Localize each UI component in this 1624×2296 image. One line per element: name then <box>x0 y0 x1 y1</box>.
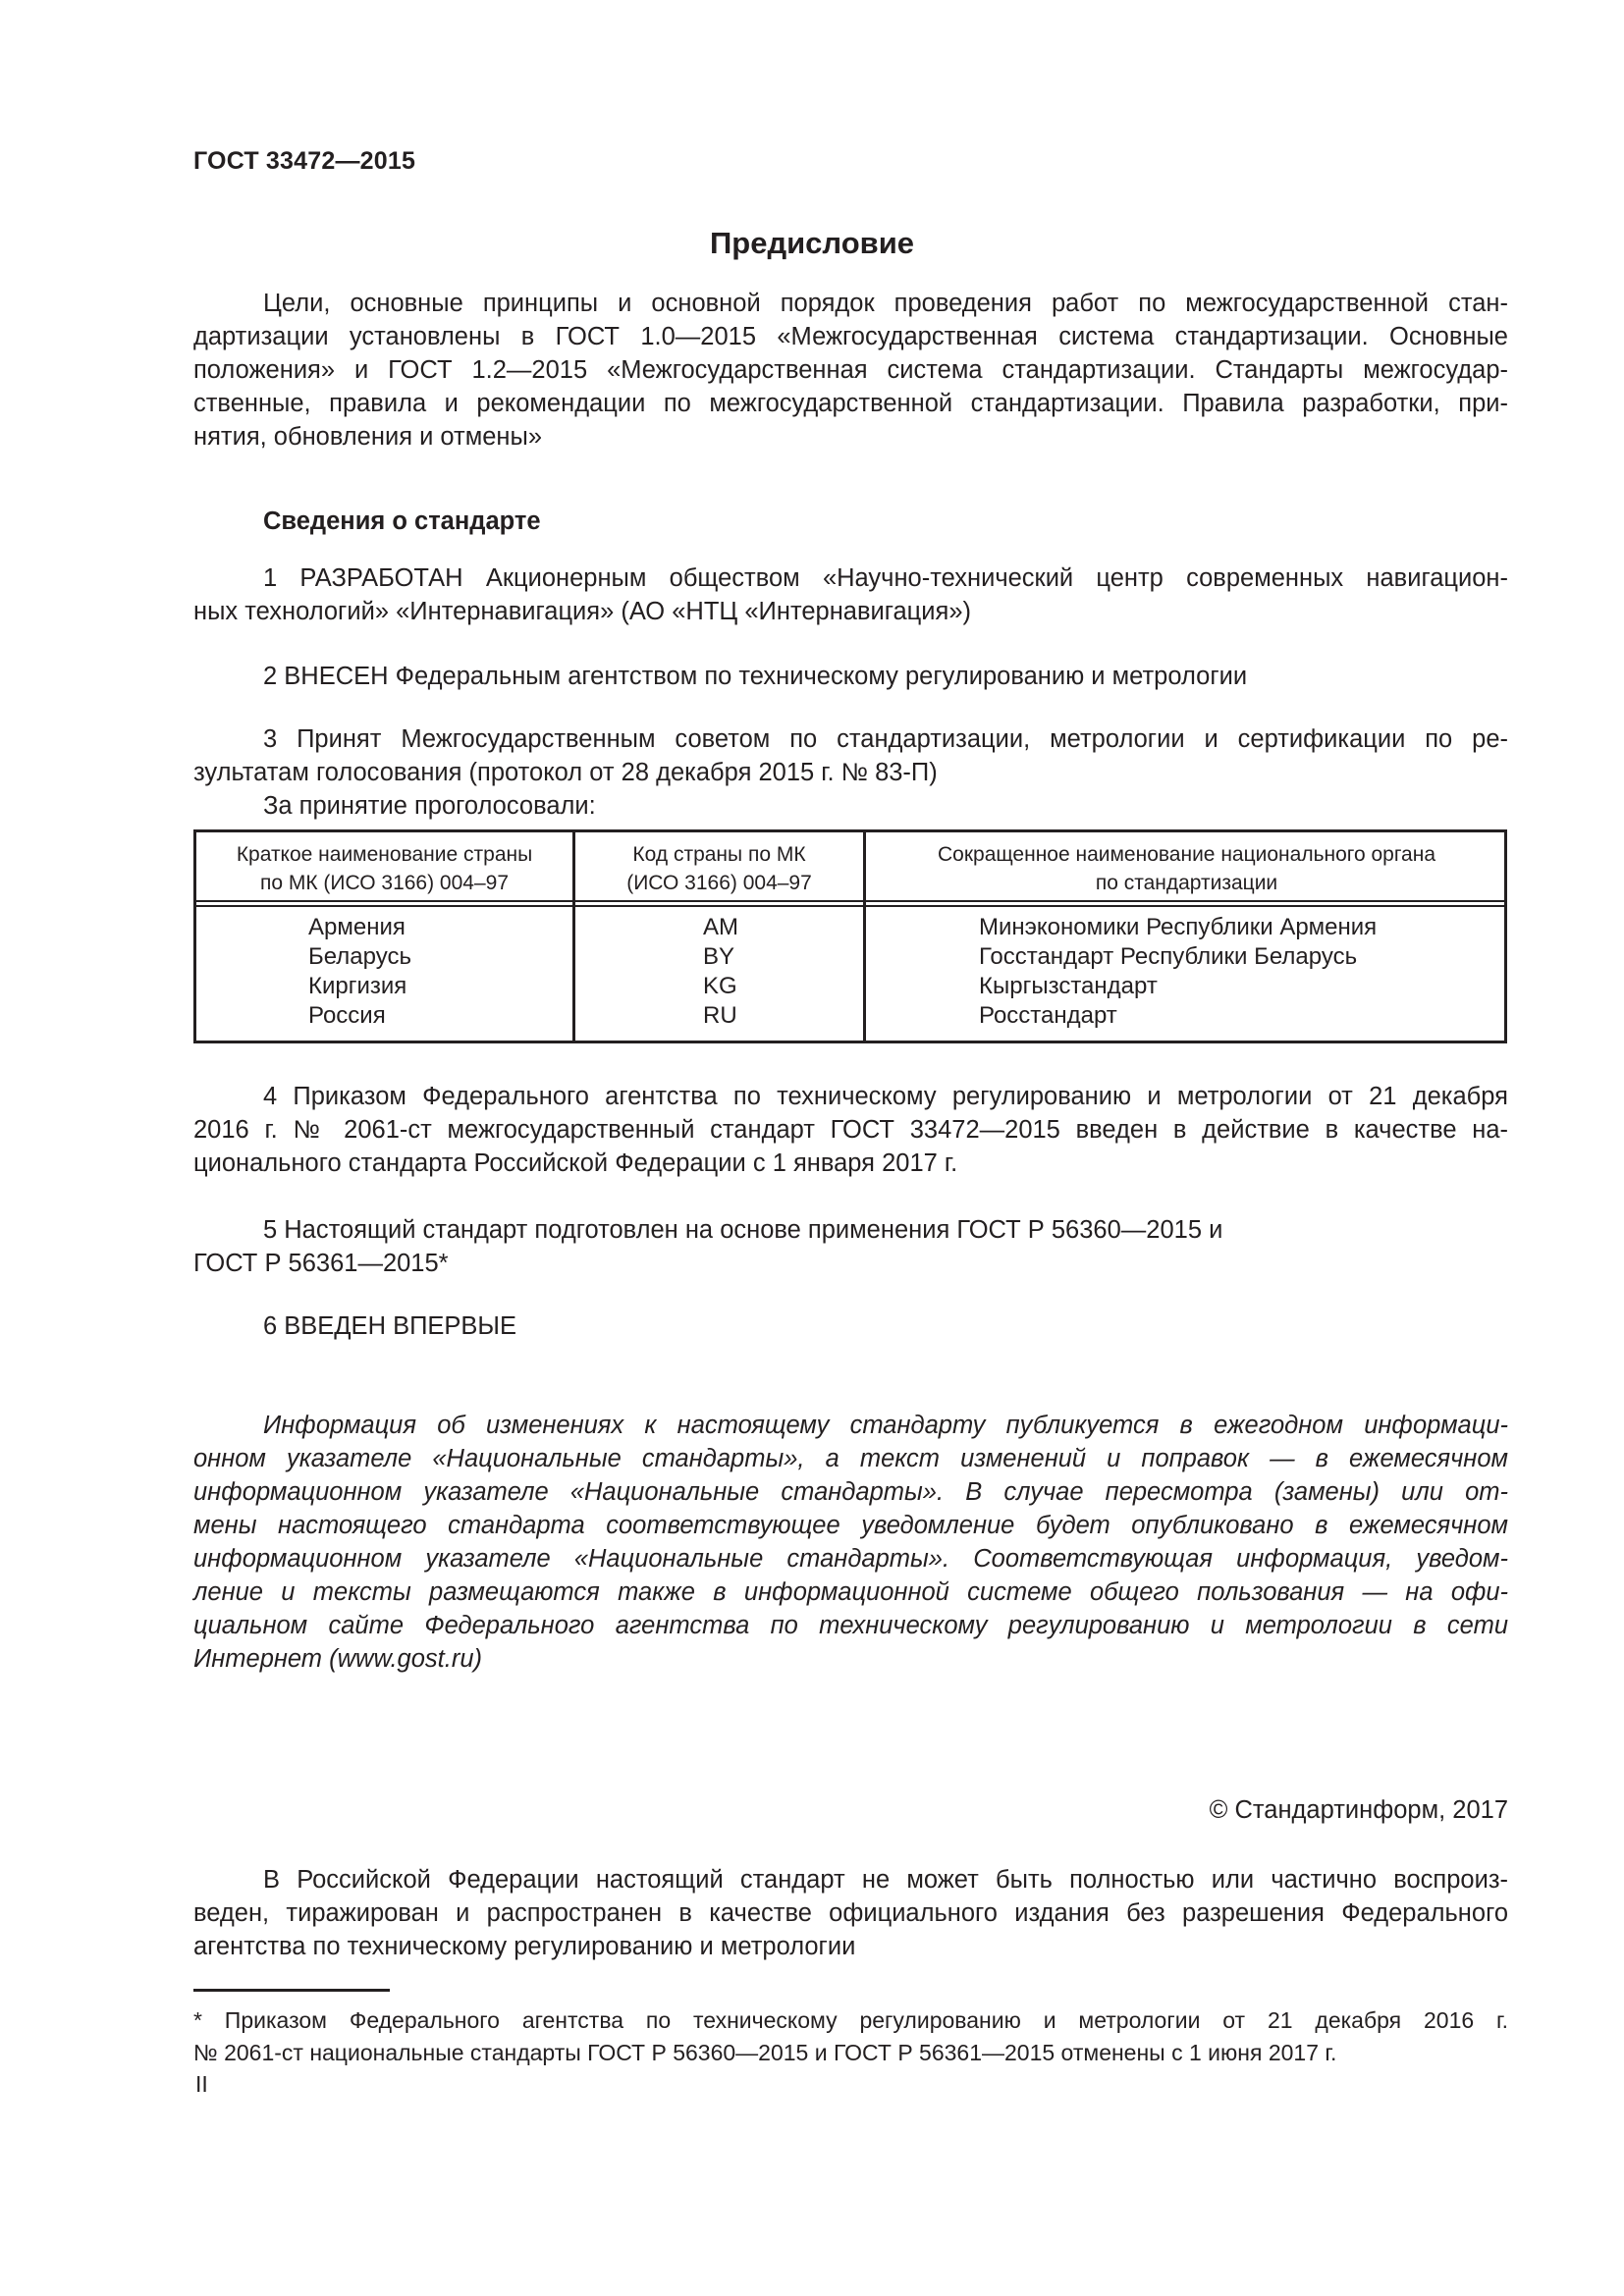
table-header-code: Код страны по МК (ИСО 3166) 004–97 <box>626 843 812 894</box>
text-line: 1 РАЗРАБОТАН Акционерным обществом «Научно-технический центр современных навигацион- <box>263 564 1508 592</box>
text-line: В Российской Федерации настоящий стандарт не может быть полностью или частично воспроиз- <box>263 1866 1508 1894</box>
voted-label: За принятие проголосовали: <box>263 792 596 820</box>
text-line: ление и тексты размещаются также в информационной системе общего пользования — на офи- <box>193 1578 1508 1606</box>
text-line: циальном сайте Федерального агентства по техническому регулированию и метрологии в сети <box>193 1612 1508 1639</box>
document-id: ГОСТ 33472—2015 <box>193 147 416 175</box>
reproduction-notice <box>193 1863 1508 1963</box>
text-line: Цели, основные принципы и основной порядок проведения работ по межгосударственной стан- <box>263 290 1508 317</box>
text-line: дартизации установлены в ГОСТ 1.0—2015 «Межгосударственная система стандартизации. Основные <box>193 323 1508 350</box>
text-line: ционального стандарта Российской Федерации с 1 января 2017 г. <box>193 1149 958 1177</box>
standard-info-heading: Сведения о стандарте <box>263 507 541 535</box>
copyright-notice: © Стандартинформ, 2017 <box>1209 1796 1508 1824</box>
text-line: Интернет (www.gost.ru) <box>193 1645 482 1673</box>
table-cell: KG <box>703 973 737 999</box>
text-line: ГОСТ Р 56361—2015* <box>193 1250 449 1277</box>
item-developed <box>193 561 1508 628</box>
table-column-body <box>979 913 1377 1031</box>
preface-paragraph <box>193 287 1508 454</box>
table-cell: AM <box>703 914 738 940</box>
text-line: 2 ВНЕСЕН Федеральным агентством по техническому регулированию и метрологии <box>263 663 1248 690</box>
item-introduced <box>193 1309 1508 1343</box>
table-cell: Беларусь <box>308 943 411 970</box>
text-line: зультатам голосования (протокол от 28 декабря 2015 г. № 83-П) <box>193 759 938 786</box>
text-line: информационном указателе «Национальные стандарты». Соответствующая информация, уведом- <box>193 1545 1508 1573</box>
text-line: ственные, правила и рекомендации по межгосударственной стандартизации. Правила разработки, при- <box>193 390 1508 417</box>
text-line: 4 Приказом Федерального агентства по техническому регулированию и метрологии от 21 декабря <box>263 1083 1508 1110</box>
changes-info-paragraph <box>193 1409 1508 1676</box>
table-cell: Армения <box>308 914 406 940</box>
table-cell: Росстандарт <box>979 1002 1117 1029</box>
header-divider <box>196 900 1504 902</box>
text-line: мены настоящего стандарта соответствующее уведомление будет опубликовано в ежемесячном <box>193 1512 1508 1539</box>
table-header-country: Краткое наименование страны по МК (ИСО 3166) 004–97 <box>236 843 533 894</box>
text-line: 3 Принят Межгосударственным советом по стандартизации, метрологии и сертификации по ре- <box>263 725 1508 753</box>
table-column-country <box>308 913 411 1031</box>
item-enacted <box>193 1080 1508 1180</box>
text-line: информационном указателе «Национальные стандарты». В случае пересмотра (замены) или от- <box>193 1478 1508 1506</box>
text-line: * Приказом Федерального агентства по техническому регулированию и метрологии от 21 декабря 2016 г. <box>193 2007 1508 2033</box>
text-line: Информация об изменениях к настоящему стандарту публикуется в ежегодном информаци- <box>263 1412 1508 1439</box>
text-line: № 2061-ст национальные стандарты ГОСТ Р 56360—2015 и ГОСТ Р 56361—2015 отменены с 1 июня 2017 г. <box>193 2040 1337 2065</box>
text-line: 5 Настоящий стандарт подготовлен на основе применения ГОСТ Р 56360—2015 и <box>263 1216 1223 1244</box>
page-number: II <box>195 2071 208 2097</box>
text-line: онном указателе «Национальные стандарты», а текст изменений и поправок — в ежемесячном <box>193 1445 1508 1472</box>
table-cell: Госстандарт Республики Беларусь <box>979 943 1358 970</box>
text-line: веден, тиражирован и распространен в качестве официального издания без разрешения Федерального <box>193 1899 1508 1927</box>
text-line: ных технологий» «Интернавигация» (АО «НТЦ «Интернавигация») <box>193 598 972 625</box>
table-cell: Киргизия <box>308 973 407 999</box>
text-line: агентства по техническому регулированию и метрологии <box>193 1933 856 1960</box>
text-line: 6 ВВЕДЕН ВПЕРВЫЕ <box>263 1312 517 1340</box>
table-cell: Кыргызстандарт <box>979 973 1158 999</box>
text-line: положения» и ГОСТ 1.2—2015 «Межгосударственная система стандартизации. Стандарты межгосудар- <box>193 356 1508 384</box>
footnote <box>193 2004 1508 2069</box>
table-cell: BY <box>703 943 735 970</box>
text-line: 2016 г. № 2061-ст межгосударственный стандарт ГОСТ 33472—2015 введен в действие в качестве на- <box>193 1116 1508 1144</box>
text-line: нятия, обновления и отмены» <box>193 423 543 451</box>
table-cell: RU <box>703 1002 737 1029</box>
table-column-code <box>703 913 738 1031</box>
table-header-body: Сокращенное наименование национального органа по стандартизации <box>937 843 1436 894</box>
table-cell: Минэкономики Республики Армения <box>979 914 1378 940</box>
item-basis <box>193 1213 1508 1280</box>
footnote-separator <box>193 1989 390 1992</box>
header-divider <box>196 905 1504 907</box>
item-adopted <box>193 722 1508 823</box>
voting-countries-table <box>193 829 1507 1043</box>
section-title: Предисловие <box>709 226 914 260</box>
item-submitted <box>193 660 1508 693</box>
table-cell: Россия <box>308 1002 386 1029</box>
